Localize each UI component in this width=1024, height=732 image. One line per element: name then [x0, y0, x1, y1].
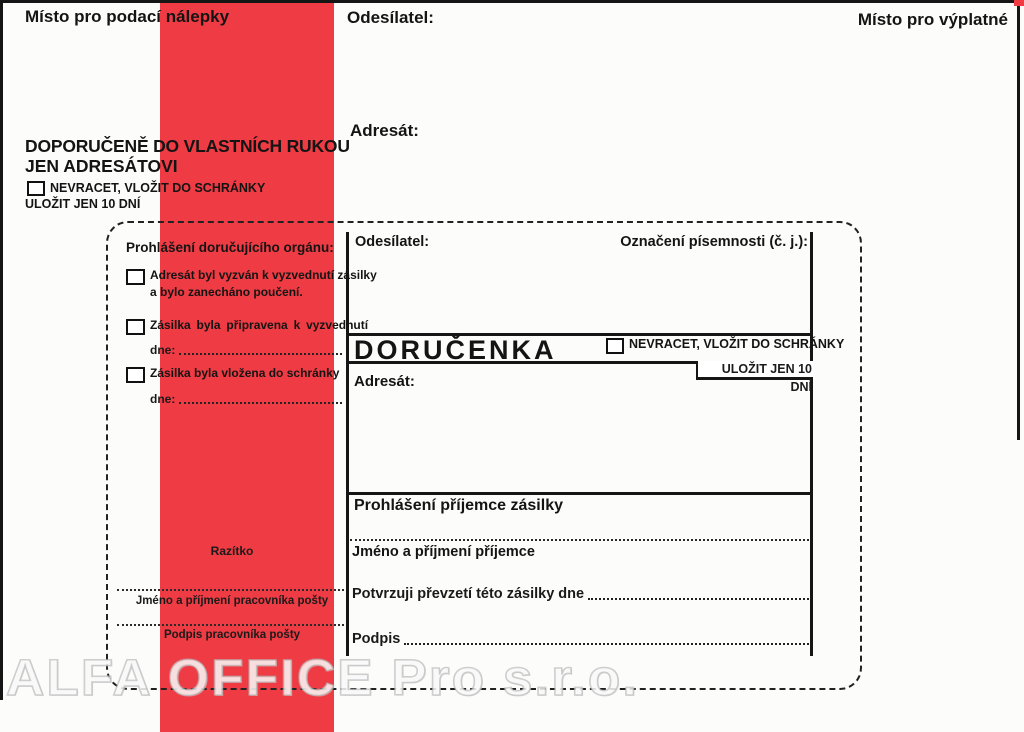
organ-date-line-2[interactable] [150, 390, 342, 406]
label-podaci-nalepka: Místo pro podací nálepky [25, 7, 230, 26]
worker-name-dotted-line[interactable] [117, 577, 344, 591]
confirm-date-line[interactable] [352, 584, 809, 602]
label-odesilatel-slip: Odesílatel: [355, 234, 430, 250]
ulozit-notch-box [696, 361, 813, 394]
label-misto-pro-vyplatne: Místo pro výplatné [857, 10, 1008, 29]
organ-checkbox-3[interactable] [126, 367, 145, 383]
scan-border-right [1017, 0, 1020, 440]
organ-checkbox-3-label: Zásilka byla vložena do schránky [150, 366, 340, 380]
label-odesilatel-outer: Odesílatel: [347, 8, 434, 27]
organ-date-label-1: dne: [150, 343, 176, 357]
recipient-name-dotted-line[interactable] [350, 527, 809, 541]
organ-checkbox-2[interactable] [126, 319, 145, 335]
vendor-watermark: ALFA OFFICE Pro s.r.o. [6, 649, 640, 706]
label-razitko: Razítko [210, 544, 254, 558]
label-worker-name: Jméno a příjmení pracovníka pošty [135, 595, 329, 607]
organ-checkbox-2-label: Zásilka byla připravena k vyzvednutí [150, 318, 369, 332]
nevracet-checkbox-outer[interactable] [27, 181, 45, 196]
label-ulozit-slip: ULOŽIT JEN 10 DNÍ [721, 362, 812, 394]
scan-corner-red-mark [1014, 0, 1024, 6]
nevracet-checkbox-slip[interactable] [606, 338, 624, 354]
slip-line-under-addressee [346, 492, 812, 495]
worker-signature-dotted-line[interactable] [117, 612, 344, 626]
scan-border-top [0, 0, 1024, 3]
signature-line[interactable] [352, 629, 809, 647]
label-adresat-outer: Adresát: [350, 121, 419, 140]
confirm-date-dotted [588, 598, 809, 600]
label-podpis: Podpis [352, 631, 401, 647]
label-prohlaseni-prijemce: Prohlášení příjemce zásilky [354, 497, 563, 514]
label-prohlaseni-organu: Prohlášení doručujícího orgánu: [126, 240, 334, 255]
signature-dotted [404, 643, 809, 645]
label-ulozit-outer: ULOŽIT JEN 10 DNÍ [25, 197, 141, 211]
label-oznaceni-pisemnosti: Označení písemnosti (č. j.): [620, 234, 808, 250]
organ-date-dotted-2 [179, 402, 342, 404]
label-nevracet-outer: NEVRACET, VLOŽIT DO SCHRÁNKY [50, 181, 266, 195]
slip-divider-left [346, 232, 349, 656]
label-recipient-name: Jméno a příjmení příjemce [352, 544, 535, 560]
dorucenka-title: DORUČENKA [354, 335, 557, 365]
label-adresat-slip: Adresát: [354, 373, 415, 390]
slip-divider-right [810, 232, 813, 656]
scan-border-left [0, 0, 3, 700]
organ-checkbox-1[interactable] [126, 269, 145, 285]
label-confirm-receipt: Potvrzuji převzetí této zásilky dne [352, 586, 585, 602]
label-doporucene-line1: DOPORUČENĚ DO VLASTNÍCH RUKOU [25, 136, 350, 156]
organ-date-dotted-1 [179, 353, 342, 355]
label-worker-signature: Podpis pracovníka pošty [163, 629, 301, 641]
organ-date-line-1[interactable] [150, 341, 342, 357]
organ-checkbox-1-label-line2: a bylo zanecháno poučení. [150, 285, 303, 299]
label-nevracet-slip: NEVRACET, VLOŽIT DO SCHRÁNKY [629, 337, 845, 351]
organ-date-label-2: dne: [150, 392, 176, 406]
organ-checkbox-1-label-line1: Adresát byl vyzván k vyzvednutí zásilky [150, 268, 377, 282]
label-doporucene-line2: JEN ADRESÁTOVI [25, 156, 178, 176]
